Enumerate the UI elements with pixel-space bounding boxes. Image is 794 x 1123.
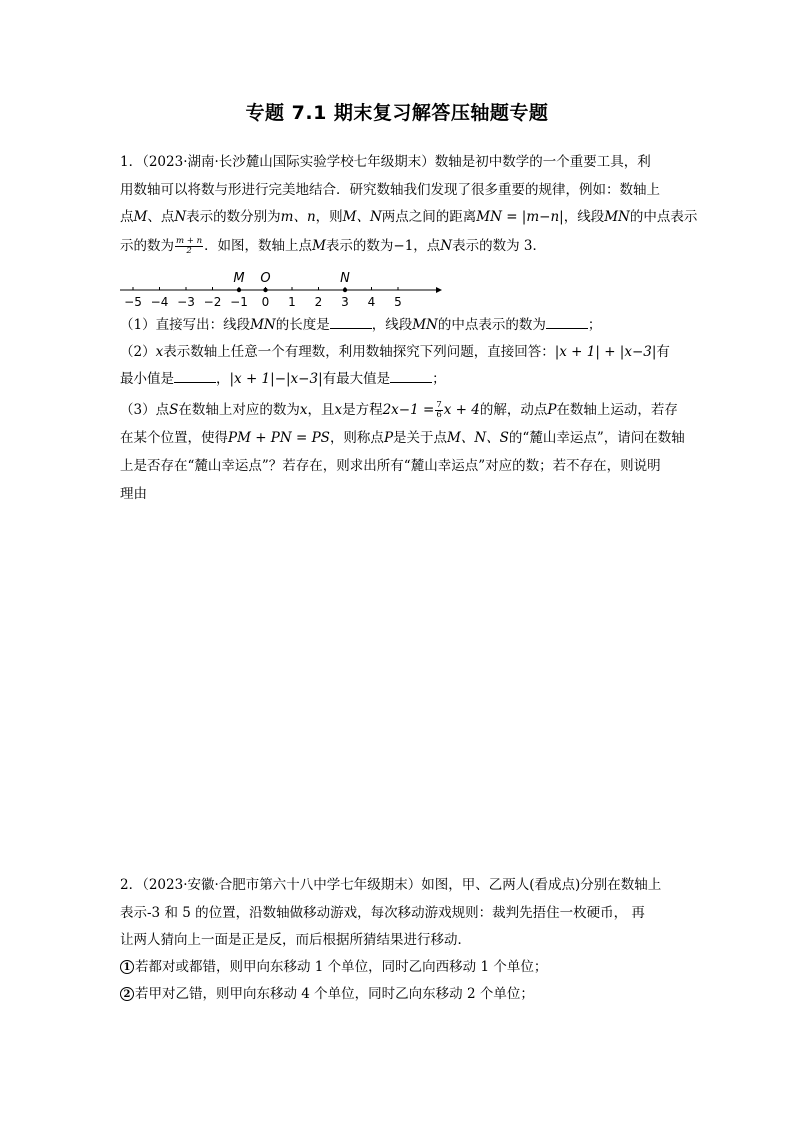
q2-line1: 2．（2023·安徽·合肥市第六十八中学七年级期末）如图，甲、乙两人(看成点)分别在数轴上 <box>120 877 662 893</box>
q1-part3-line2 <box>120 428 685 448</box>
q1-line1: 1．（2023·湖南·长沙麓山国际实验学校七年级期末）数轴是初中数学的一个重要工具，利 <box>120 154 651 170</box>
math-x: x <box>334 402 343 418</box>
text: 的中点表示的数为 <box>437 317 546 333</box>
math-MNS: M、N、S <box>447 430 509 446</box>
tick-label: 2 <box>314 295 323 309</box>
q1-line2: 用数轴可以将数与形进行完美地结合．研究数轴我们发现了很多重要的规律，例如：数轴上 <box>120 182 660 198</box>
text: 两点之间的距离 <box>381 209 477 225</box>
fraction-denominator: 6 <box>436 410 442 420</box>
fraction-numerator: m + n <box>176 236 203 246</box>
text: 、点 <box>147 209 175 225</box>
point-O <box>263 288 267 292</box>
point-label-O: O <box>260 271 271 286</box>
q1-part3-line1 <box>120 400 678 420</box>
text: 表示的数为 3． <box>452 238 546 254</box>
math-S: S <box>169 402 179 418</box>
q1-line4 <box>120 236 546 256</box>
answer-blank[interactable] <box>546 316 588 329</box>
text: 的长度是 <box>275 317 330 333</box>
text: ，线段 <box>371 317 413 333</box>
math-M: M <box>133 209 148 225</box>
text: 表示的数分别为 <box>186 209 281 225</box>
text: 在数轴上运动，若存 <box>556 402 678 418</box>
text: 有 <box>656 344 670 360</box>
math-x: x <box>299 402 308 418</box>
q1-part3-line4: 理由 <box>120 486 147 502</box>
text: 若甲对乙错，则甲向东移动 4 个单位，同时乙向东移动 2 个单位； <box>135 986 534 1002</box>
math-distance-formula: MN = |m−n| <box>476 209 564 225</box>
tick-label: 5 <box>394 295 402 309</box>
answer-blank[interactable] <box>174 370 216 383</box>
text: 最小值是 <box>120 371 174 387</box>
number-line-arrow <box>436 287 442 293</box>
math-P: P <box>383 430 394 446</box>
q2-rule2 <box>120 984 534 1004</box>
q1-line3 <box>120 207 697 227</box>
text: ．如图，数轴上点 <box>204 238 313 254</box>
math-MN-points: M、N <box>342 209 382 225</box>
text: 的解，动点 <box>479 402 548 418</box>
math-condition: PM + PN = PS <box>228 430 330 446</box>
q1-part1 <box>120 315 601 335</box>
point-label-M: M <box>233 271 245 286</box>
answer-blank[interactable] <box>390 370 432 383</box>
math-equation-left: 2x−1 = <box>382 402 435 418</box>
page-title: 专题 7.1 期末复习解答压轴题专题 <box>245 102 549 124</box>
number-line-figure <box>118 266 448 312</box>
text: ，线段 <box>563 209 605 225</box>
point-M <box>237 288 241 292</box>
equation-fraction <box>435 401 442 420</box>
math-x: x <box>155 344 164 360</box>
text: 是方程 <box>342 402 383 418</box>
q2-rule1 <box>120 957 547 977</box>
math-equation-right: x + 4 <box>443 402 480 418</box>
q1-part3-line3: 上是否存在“麓山幸运点”？若存在，则求出所有“麓山幸运点”对应的数；若不存在，则说明 <box>120 458 661 474</box>
text: （3）点 <box>120 402 170 418</box>
tick-label: 3 <box>341 295 349 309</box>
text: 的中点表示 <box>629 209 698 225</box>
text: 示的数为 <box>120 238 174 254</box>
text: 在某个位置，使得 <box>120 430 228 446</box>
text: 点 <box>120 209 134 225</box>
math-mn: m、n <box>280 209 316 225</box>
text: ，则称点 <box>329 430 384 446</box>
point-N <box>343 288 347 292</box>
math-abs-sum: |x + 1| + |x−3| <box>554 344 657 360</box>
circled-number-2: 2 <box>120 987 134 1001</box>
q2-line3: 让两人猜向上一面是正是反，而后根据所猜结果进行移动． <box>120 932 471 948</box>
text: 有最大值是 <box>322 371 391 387</box>
text: ，点 <box>413 238 441 254</box>
midpoint-fraction <box>175 237 203 256</box>
math-N: N <box>174 209 187 225</box>
math-value: −1 <box>393 238 414 254</box>
text: （2） <box>120 344 156 360</box>
tick-label: 0 <box>261 295 270 309</box>
tick-label: −5 <box>124 295 142 309</box>
text: 在数轴上对应的数为 <box>178 402 300 418</box>
text: ； <box>587 317 602 333</box>
math-MN: MN <box>412 317 438 333</box>
text: ，且 <box>307 402 335 418</box>
math-abs-diff: |x + 1|−|x−3| <box>229 371 323 387</box>
tick-label: −1 <box>230 295 248 309</box>
circled-number-1: 1 <box>120 960 134 974</box>
tick-label: −2 <box>203 295 222 309</box>
fraction-numerator: 7 <box>436 400 442 410</box>
point-label-N: N <box>340 271 350 286</box>
q1-part2-line2 <box>120 369 446 389</box>
math-M: M <box>312 238 326 254</box>
math-MN: MN <box>604 209 630 225</box>
answer-blank[interactable] <box>330 316 372 329</box>
tick-label: 1 <box>288 295 296 309</box>
text: 是关于点 <box>393 430 448 446</box>
fraction-denominator: 2 <box>186 246 192 256</box>
math-P: P <box>547 402 557 418</box>
text: （1）直接写出：线段 <box>120 317 251 333</box>
tick-label: 4 <box>367 295 376 309</box>
q2-line2: 表示-3 和 5 的位置，沿数轴做移动游戏，每次移动游戏规则：裁判先捂住一枚硬币， 再 <box>120 905 645 921</box>
text: 表示数轴上任意一个有理数，利用数轴探究下列问题，直接回答： <box>163 344 555 360</box>
text: 若都对或都错，则甲向东移动 1 个单位，同时乙向西移动 1 个单位； <box>135 959 548 975</box>
math-MN: MN <box>250 317 276 333</box>
text: 表示的数为 <box>325 238 394 254</box>
text: ，则 <box>315 209 343 225</box>
text: ， <box>216 371 230 387</box>
text: 的“麓山幸运点”，请问在数轴 <box>508 430 685 446</box>
text: ； <box>432 371 446 387</box>
tick-label: −3 <box>177 295 195 309</box>
tick-label: −4 <box>150 295 169 309</box>
math-N: N <box>440 238 453 254</box>
q1-part2-line1 <box>120 342 670 362</box>
